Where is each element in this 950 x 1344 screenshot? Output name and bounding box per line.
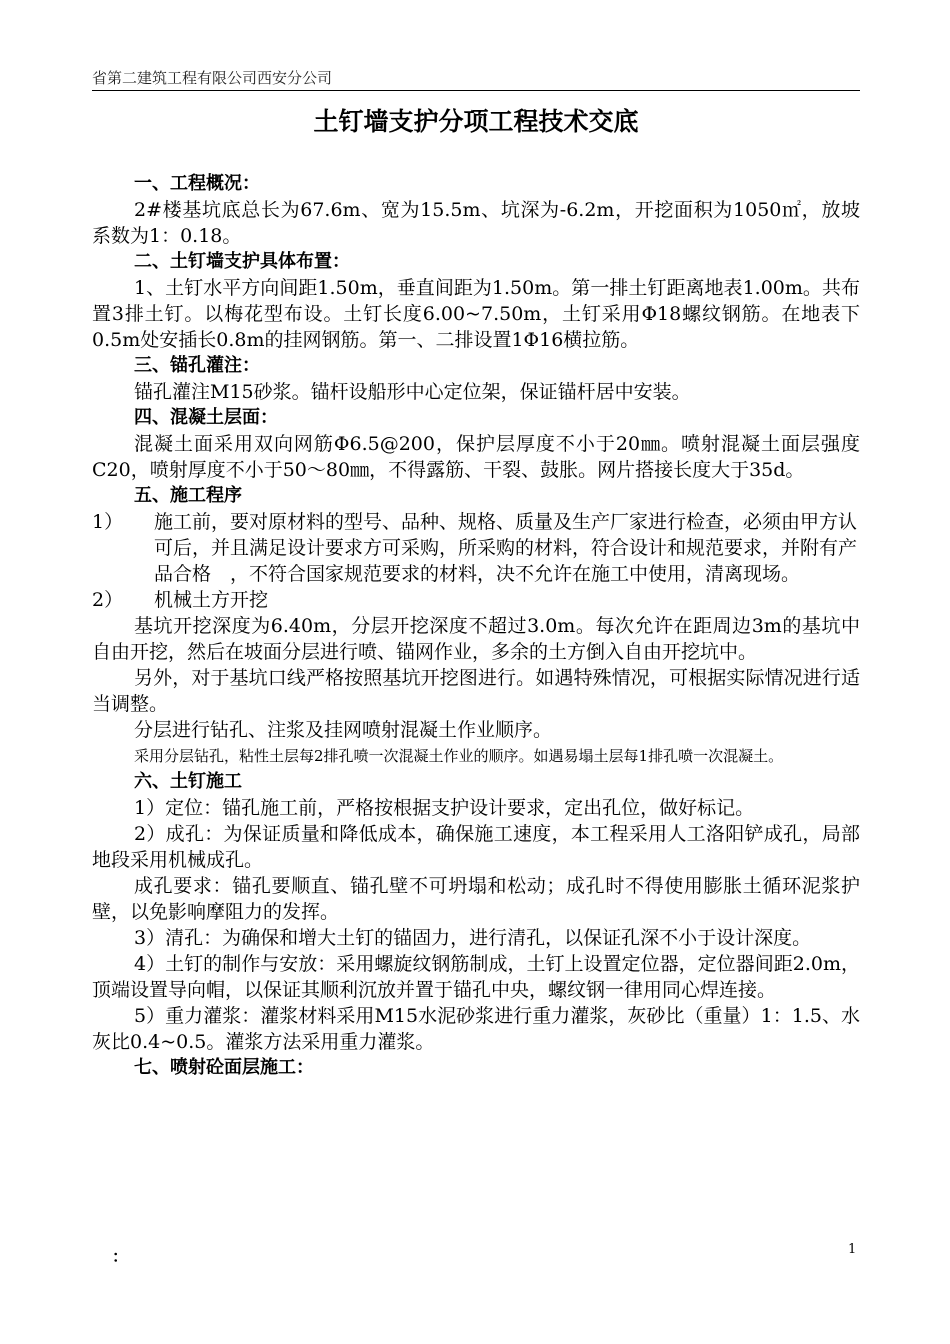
document-title: 土钉墙支护分项工程技术交底 <box>313 107 639 136</box>
footer-mark: ： <box>112 1247 129 1266</box>
section-heading: 六、土钉施工 <box>134 771 242 792</box>
header-rule <box>92 90 860 91</box>
section-heading: 四、混凝土层面： <box>134 407 278 428</box>
list-item <box>92 587 860 613</box>
paragraph: 锚孔灌注M15砂浆。锚杆设船形中心定位架，保证锚杆居中安装。 <box>134 381 691 403</box>
section-heading: 五、施工程序 <box>134 485 242 506</box>
paragraph: 成孔要求：锚孔要顺直、锚孔壁不可坍塌和松动；成孔时不得使用膨胀土循环泥浆护壁，以免影响摩阻力的发挥。 <box>92 875 860 923</box>
paragraph: 2）成孔：为保证质量和降低成本，确保施工速度，本工程采用人工洛阳铲成孔，局部地段采用机械成孔。 <box>92 823 860 871</box>
paragraph: 基坑开挖深度为6.40m，分层开挖深度不超过3.0m。每次允许在距周边3m的基坑中自由开挖，然后在坡面分层进行喷、锚网作业，多余的土方倒入自由开挖坑中。 <box>92 615 860 663</box>
paragraph: 采用分层钻孔，粘性土层每2排孔喷一次混凝土作业的顺序。如遇易塌土层每1排孔喷一次混凝土。 <box>134 747 784 765</box>
document-body <box>92 171 860 1081</box>
section-heading: 三、锚孔灌注： <box>134 355 260 376</box>
list-text: 施工前，要对原材料的型号、品种、规格、质量及生产厂家进行检查，必须由甲方认可后，并且满足设计要求方可采购，所采购的材料，符合设计和规范要求，并附有产品合格 ，不符合国家规范要求的材料，决不允许在施工中使用，清离现场。 <box>154 511 858 585</box>
paragraph: 混凝土面采用双向网筋Φ6.5@200，保护层厚度不小于20㎜。喷射混凝土面层强度C20，喷射厚度不小于50～80㎜，不得露筋、干裂、鼓胀。网片搭接长度大于35d。 <box>92 433 860 481</box>
paragraph: 4）土钉的制作与安放：采用螺旋纹钢筋制成，土钉上设置定位器，定位器间距2.0m，顶端设置导向帽，以保证其顺利沉放并置于锚孔中央，螺纹钢一律用同心焊连接。 <box>92 953 860 1001</box>
paragraph: 1、土钉水平方向间距1.50m，垂直间距为1.50m。第一排土钉距离地表1.00m。共布置3排土钉。以梅花型布设。土钉长度6.00~7.50m，土钉采用Φ18螺纹钢筋。在地表下0.5m处安插长0.8m的挂网钢筋。第一、二排设置1Φ16横拉筋。 <box>92 277 860 351</box>
paragraph: 2#楼基坑底总长为67.6m、宽为15.5m、坑深为-6.2m，开挖面积为1050㎡，放坡系数为1：0.18。 <box>92 199 860 247</box>
list-number: 1） <box>92 511 124 533</box>
list-item <box>92 509 860 587</box>
page-header: 省第二建筑工程有限公司西安分公司 <box>92 69 333 87</box>
section-heading: 二、土钉墙支护具体布置： <box>134 251 350 272</box>
paragraph: 3）清孔：为确保和增大土钉的锚固力，进行清孔，以保证孔深不小于设计深度。 <box>134 927 812 949</box>
list-text: 机械土方开挖 <box>154 589 269 611</box>
page-number: 1 <box>848 1242 857 1257</box>
paragraph: 1）定位：锚孔施工前，严格按根据支护设计要求，定出孔位，做好标记。 <box>134 797 755 819</box>
section-heading: 七、喷射砼面层施工： <box>134 1057 314 1078</box>
section-heading: 一、工程概况： <box>134 173 260 194</box>
list-number: 2） <box>92 589 124 611</box>
paragraph: 5）重力灌浆：灌浆材料采用M15水泥砂浆进行重力灌浆，灰砂比（重量）1：1.5、水灰比0.4~0.5。灌浆方法采用重力灌浆。 <box>92 1005 860 1053</box>
paragraph: 分层进行钻孔、注浆及挂网喷射混凝土作业顺序。 <box>134 719 553 741</box>
paragraph: 另外，对于基坑口线严格按照基坑开挖图进行。如遇特殊情况，可根据实际情况进行适当调整。 <box>92 667 860 715</box>
